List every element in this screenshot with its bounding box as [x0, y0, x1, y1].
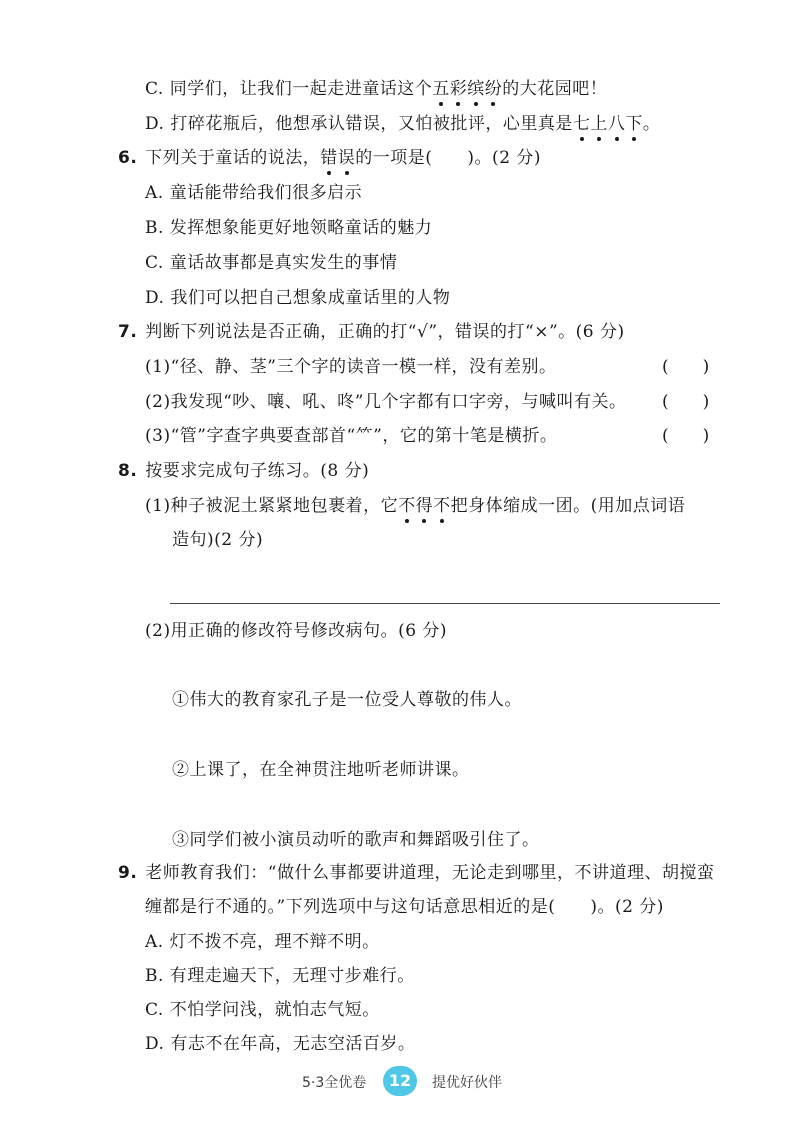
q6-stem: 6. 下列关于童话的说法，错误的一项是( )。(2 分) — [118, 148, 542, 168]
q6-option-a: A. 童话能带给我们很多启示 — [145, 183, 363, 203]
q8-part1-cont: 造句)(2 分) — [172, 530, 264, 550]
dotted-char: 缤 — [467, 79, 485, 99]
answer-paren[interactable]: ( ) — [662, 426, 710, 446]
dotted-char: 上 — [590, 114, 608, 134]
q6-option-b: B. 发挥想象能更好地领略童话的魅力 — [145, 218, 433, 238]
question-number: 7. — [118, 322, 138, 342]
page-footer — [0, 1066, 800, 1096]
dotted-char: 八 — [607, 114, 626, 134]
answer-line[interactable] — [170, 603, 720, 604]
q8-stem: 8. 按要求完成句子练习。(8 分) — [118, 461, 370, 481]
q8-sentence-2: ②上课了，在全神贯注地听老师讲课。 — [172, 760, 470, 780]
q9-stem-line1: 9. 老师教育我们：“做什么事都要讲道理，无论走到哪里，不讲道理、胡搅蛮 — [118, 863, 715, 883]
dotted-char: 误 — [337, 148, 356, 168]
q8-part2: (2)用正确的修改符号修改病句。(6 分) — [145, 621, 448, 641]
q8-sentence-1: ①伟大的教育家孔子是一位受人尊敬的伟人。 — [172, 690, 522, 710]
dotted-char: 七 — [572, 114, 591, 134]
question-number: 6. — [118, 148, 138, 168]
page-number-badge: 12 — [383, 1066, 417, 1096]
dotted-char: 五 — [432, 79, 450, 99]
dotted-char: 得 — [415, 496, 434, 516]
q7-item-3: (3)“管”字查字典要查部首“⺮”，它的第十笔是横折。 — [145, 426, 558, 446]
q7-item-1: (1)“径、静、茎”三个字的读音一模一样，没有差别。 — [145, 357, 557, 377]
q6-option-c: C. 童话故事都是真实发生的事情 — [145, 253, 398, 273]
q9-option-b: B. 有理走遍天下，无理寸步难行。 — [145, 966, 415, 986]
dotted-char: 下 — [625, 114, 643, 134]
footer-slogan: 提优好伙伴 — [432, 1075, 502, 1091]
q7-item-2: (2)我发现“吵、嚷、吼、咚”几个字都有口字旁，与喊叫有关。 — [145, 392, 627, 412]
q7-stem: 7. 判断下列说法是否正确，正确的打“√”，错误的打“×”。(6 分) — [118, 322, 625, 342]
q5-option-c: C. 同学们，让我们一起走进童话这个五彩缤纷的大花园吧！ — [145, 79, 608, 99]
q8-sentence-3: ③同学们被小演员动听的歌声和舞蹈吸引住了。 — [172, 830, 540, 850]
q9-stem-line2: 缠都是行不通的。”下列选项中与这句话意思相近的是( )。(2 分) — [145, 897, 664, 917]
footer-brand: 5·3全优卷 — [302, 1075, 367, 1091]
q9-option-d: D. 有志不在年高，无志空活百岁。 — [145, 1034, 416, 1054]
question-number: 9. — [118, 863, 138, 883]
dotted-char: 错 — [320, 148, 338, 168]
answer-paren[interactable]: ( ) — [662, 357, 710, 377]
dotted-char: 不 — [433, 496, 451, 516]
answer-paren[interactable]: ( ) — [662, 392, 710, 412]
q8-part1: (1)种子被泥土紧紧地包裹着，它不得不把身体缩成一团。(用加点词语 — [145, 496, 686, 516]
dotted-char: 纷 — [484, 79, 503, 99]
dotted-char: 彩 — [449, 79, 468, 99]
q6-option-d: D. 我们可以把自己想象成童话里的人物 — [145, 288, 451, 308]
dotted-char: 不 — [398, 496, 416, 516]
q9-option-c: C. 不怕学问浅，就怕志气短。 — [145, 1000, 380, 1020]
question-number: 8. — [118, 461, 138, 481]
q5-option-d: D. 打碎花瓶后，他想承认错误，又怕被批评，心里真是七上八下。 — [145, 114, 661, 134]
q9-option-a: A. 灯不拨不亮，理不辩不明。 — [145, 932, 380, 952]
